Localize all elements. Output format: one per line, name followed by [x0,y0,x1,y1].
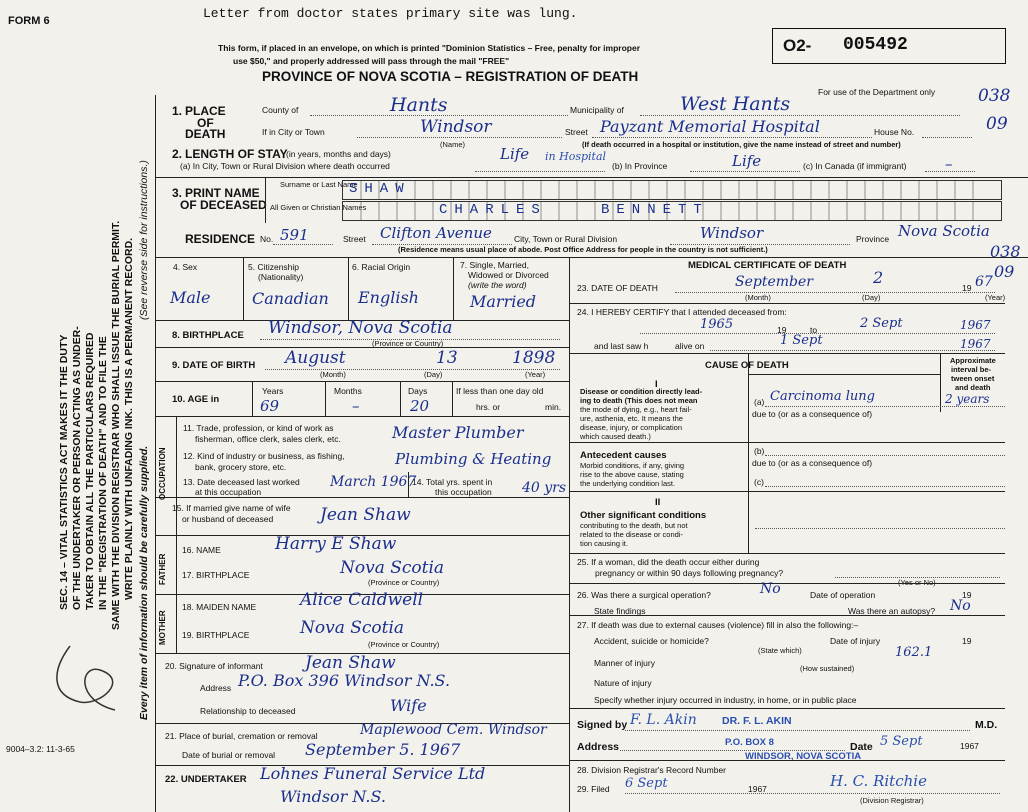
given-label: All Given or Christian Names [270,203,367,212]
stay-a-value: Life [500,145,530,163]
cause-c-lbl: (c) [754,477,764,487]
street-label: Street [565,127,588,137]
death-month: September [735,274,813,290]
stay-a-extra: in Hospital [545,150,607,163]
age-less-lbl: If less than one day old [456,386,544,396]
informant-addr-label: Address [200,683,232,693]
city-label: If in City or Town [262,127,325,137]
burial-place-label: 21. Place of burial, cremation or removal [165,731,318,741]
trade-value: Master Plumber [392,423,524,442]
vital-line-1: SEC. 14 – VITAL STATISTICS ACT MAKES IT THE DUTY [58,334,70,610]
industry-label: 12. Kind of industry or business, as fishing, [183,451,345,461]
vital-line-2: OF THE UNDERTAKER OR PERSON ACTING AS UNDER- [71,326,83,610]
marital-label-1: 7. Single, Married, [460,260,529,270]
surname-value: SHAW [349,181,411,197]
sign-date: 5 Sept [880,734,923,749]
direct-3: the mode of dying, e.g., heart fail- [580,405,692,414]
sex-value: Male [170,288,211,307]
wife-value: Jean Shaw [320,505,411,525]
deceased-label-1: PRINT NAME [185,186,260,200]
age-years: 69 [260,397,280,415]
dept-code-3: 038 [990,242,1021,261]
vital-line-4: IN THE "REGISTRATION OF DEATH" AND TO FILE THE [97,336,109,610]
dept-code-1: 038 [978,86,1011,106]
registration-number: 005492 [843,35,908,55]
attended-to-19: 1967 [960,318,991,332]
municipality-value: West Hants [680,93,791,115]
mother-bp-value: Nova Scotia [300,618,405,638]
dob-year: 1898 [512,348,556,368]
residence-no: 591 [280,226,309,244]
direct-4: ure, asthenia, etc. It means the [580,414,683,423]
q25b-label: pregnancy or within 90 days following pregnancy? [595,568,784,578]
cause-header: CAUSE OF DEATH [705,360,789,371]
residence-province-label: Province [856,234,890,244]
age-months-lbl: Months [334,386,362,396]
total-years-sub: this occupation [435,487,492,497]
q25-label: 25. If a woman, did the death occur either during [577,557,760,567]
dob-month: August [285,348,346,368]
last-saw-lbl: and last saw h [594,341,649,351]
stay-unit-note: (in years, months and days) [286,149,391,159]
sustained-note: (How sustained) [800,664,855,673]
other-4: tion causing it. [580,539,628,548]
father-name-value: Harry E Shaw [275,534,397,554]
occupation-side-label: OCCUPATION [158,447,167,500]
q26-label: 26. Was there a surgical operation? [577,590,711,600]
antecedent-4: the underlying condition last. [580,479,676,488]
mother-name-label: 18. MAIDEN NAME [182,602,257,612]
certify-label: 24. I HEREBY CERTIFY that I attended deceased from: [577,307,787,317]
stay-label: LENGTH OF STAY [185,147,288,161]
autopsy-lbl: Was there an autopsy? [848,606,936,616]
mother-bp-note: (Province or Country) [368,640,440,649]
father-bp-label: 17. BIRTHPLACE [182,570,250,580]
other-2: contributing to the death, but not [580,521,688,530]
registration-number-box [772,28,1006,64]
place-label-3: DEATH [185,127,226,141]
dob-label: 9. DATE OF BIRTH [172,360,256,371]
given-value-1: CHARLES [439,202,547,218]
given-value-2: BENNETT [601,202,709,218]
death-year-pre: 19 [962,283,972,293]
death-year-lbl: (Year) [985,293,1006,302]
vital-line-5: SAME WITH THE DIVISION REGISTRAR WHO SHALL ISSUE THE BURIAL PERMIT. [110,220,122,630]
death-month-lbl: (Month) [745,293,771,302]
yes-no-note: (Yes or No) [898,578,936,587]
age-months: – [352,397,360,415]
county-label: County of [262,105,299,115]
father-bp-note: (Province or Country) [368,578,440,587]
county-value: Hants [390,94,448,116]
municipality-label: Municipality of [570,105,624,115]
deceased-num: 3. [172,186,183,200]
form-number: FORM 6 [8,15,50,27]
medical-header: MEDICAL CERTIFICATE OF DEATH [688,260,847,271]
deceased-label-2: OF DECEASED [180,198,267,212]
residence-no-label: No. [260,234,274,244]
last-worked-sub: at this occupation [195,487,262,497]
mother-bp-label: 19. BIRTHPLACE [182,630,250,640]
trade-label: 11. Trade, profession, or kind of work as [183,423,334,433]
marital-label-2: Widowed or Divorced [468,270,549,280]
signed-value: F. L. Akin [630,712,697,728]
manner-lbl: Manner of injury [594,658,655,668]
q28-label: 28. Division Registrar's Record Number [577,765,727,775]
marital-value: Married [470,292,537,311]
citizenship-sub: (Nationality) [258,272,304,282]
address-lbl: Address [577,741,620,753]
residence-street: Clifton Avenue [380,224,492,242]
residence-label: RESIDENCE [185,232,256,246]
icd-code: 162.1 [895,645,933,660]
burial-date-value: September 5. 1967 [305,740,461,759]
envelope-note-2: use $50," and properly addressed will pass through the mail "FREE" [233,56,510,66]
burial-date-label: Date of burial or removal [182,750,276,760]
industry-value: Plumbing & Heating [395,450,552,468]
q27-label: 27. If death was due to external causes (violence) fill in also the following:– [577,620,859,630]
vital-line-3: TAKER TO OBTAIN ALL THE PARTICULARS REQUIRED [84,332,96,610]
stay-c-value: – [945,155,953,173]
typed-note: Letter from doctor states primary site was lung. [203,6,578,21]
dob-month-lbl: (Month) [320,370,346,379]
death-year: 67 [975,274,993,290]
mother-side-label: MOTHER [158,610,167,645]
place-num: 1. [172,104,183,118]
birthplace-label: 8. BIRTHPLACE [172,330,244,341]
residence-street-label: Street [343,234,366,244]
citizenship-label: 5. Citizenship [248,262,300,272]
stay-c-label: (c) In Canada (if immigrant) [803,161,907,171]
last-worked-label: 13. Date deceased last worked [183,477,300,487]
envelope-note-1: This form, if placed in an envelope, on which is printed "Dominion Statistics – Free, penalty for improper [218,43,641,53]
direct-1: Disease or condition directly lead- [580,387,703,396]
injury-19: 19 [962,636,972,646]
cause-a-interval: 2 years [945,392,990,406]
specify-lbl: Specify whether injury occurred in industry, in home, or in public place [594,695,857,705]
death-day-lbl: (Day) [862,293,881,302]
citizenship-value: Canadian [252,289,329,308]
given-boxes [342,201,1002,221]
residence-note: (Residence means usual place of abode. Post Office Address for people in the country is not sufficient.) [398,245,768,254]
findings-lbl: State findings [594,606,646,616]
age-days: 20 [410,397,430,415]
father-side-label: FATHER [158,553,167,585]
operation-date-lbl: Date of operation [810,590,876,600]
doctor-town: WINDSOR, NOVA SCOTIA [745,751,862,762]
q29-label: 29. Filed [577,784,610,794]
interval-1: Approximate [950,356,996,365]
roman-one: I [655,379,658,390]
antecedent-2: Morbid conditions, if any, giving [580,461,685,470]
house-label: House No. [874,127,915,137]
dob-year-lbl: (Year) [525,370,546,379]
racial-value: English [358,288,419,307]
surname-boxes [342,180,1002,200]
cause-b-lbl: (b) [754,446,765,456]
q26-value: No [760,581,781,597]
attended-from: 1965 [700,317,734,332]
undertaker-label: 22. UNDERTAKER [165,774,247,785]
age-years-lbl: Years [262,386,284,396]
md-label: M.D. [975,719,998,731]
roman-two: II [655,497,661,508]
sign-date-19: 1967 [960,741,979,751]
due-to-1: due to (or as a consequence of) [752,409,873,419]
death-day: 2 [873,268,884,287]
doctor-stamp: DR. F. L. AKIN [722,715,792,727]
dob-day: 13 [436,348,458,368]
other-1: Other significant conditions [580,510,707,521]
other-3: related to the disease or condi- [580,530,683,539]
attended-to: 2 Sept [860,316,903,331]
informant-addr-value: P.O. Box 396 Windsor N.S. [238,671,451,690]
age-min: min. [545,402,562,412]
dept-code-2: 09 [986,114,1008,134]
father-name-label: 16. NAME [182,545,221,555]
surname-label: Surname or Last Name [280,180,358,189]
total-years-label: 14. Total yrs. spent in [412,477,493,487]
age-label: 10. AGE in [172,394,220,405]
father-bp-value: Nova Scotia [340,558,445,578]
residence-city: Windsor [700,224,764,242]
stay-b-value: Life [732,152,762,170]
nature-lbl: Nature of injury [594,678,652,688]
filed-19: 1967 [748,784,767,794]
industry-sub: bank, grocery store, etc. [195,462,287,472]
informant-rel-label: Relationship to deceased [200,706,296,716]
interval-4: and death [955,383,991,392]
registrar-note: (Division Registrar) [860,796,924,805]
signed-lbl: Signed by [577,719,628,731]
death-date-label: 23. DATE OF DEATH [577,283,658,293]
place-label-1: PLACE [185,104,226,118]
street-value: Payzant Memorial Hospital [600,117,820,136]
age-days-lbl: Days [408,386,428,396]
doctor-box: P.O. BOX 8 [725,737,774,748]
direct-2: ing to death (This does not mean [580,396,698,405]
cause-a-lbl: (a) [754,397,765,407]
hospital-note: (If death occurred in a hospital or institution, give the name instead of street and number) [582,140,901,149]
stay-b-label: (b) In Province [612,161,668,171]
due-to-2: due to (or as a consequence of) [752,458,873,468]
trade-sub: fisherman, office clerk, sales clerk, etc. [195,434,341,444]
attended-to-lbl: to [810,325,818,335]
direct-5: disease, injury, or complication [580,423,682,432]
residence-city-label: City, Town or Rural Division [514,234,618,244]
city-value: Windsor [420,117,492,137]
cause-a-value: Carcinoma lung [770,389,875,404]
city-name-note: (Name) [440,140,466,149]
stay-a-label: (a) In City, Town or Rural Division where death occurred [180,161,390,171]
autopsy-value: No [950,598,971,614]
reverse-note: (See reverse side for instructions.) [138,160,150,320]
filed-date: 6 Sept [625,776,668,791]
dept-code-4: 09 [994,262,1015,281]
wife-label-2: or husband of deceased [182,514,274,524]
interval-2: interval be- [951,365,992,374]
date-lbl: Date [850,741,873,753]
informant-rel-value: Wife [390,696,427,715]
informant-sig-value: Jean Shaw [305,653,396,673]
accident-note: (State which) [758,646,802,655]
undertaker-value: Lohnes Funeral Service Ltd [260,764,486,783]
informant-sig-label: 20. Signature of informant [165,661,263,671]
antecedent-3: rise to the above cause, stating [580,470,684,479]
place-label-2: OF [197,116,214,130]
registrar-signature: H. C. Ritchie [830,772,927,790]
racial-label: 6. Racial Origin [352,262,411,272]
birthplace-value: Windsor, Nova Scotia [268,318,453,338]
form-title: PROVINCE OF NOVA SCOTIA – REGISTRATION OF DEATH [262,69,639,84]
accident-lbl: Accident, suicide or homicide? [594,636,709,646]
signature-scribble [40,640,140,715]
mother-name-value: Alice Caldwell [300,590,424,610]
marital-label-3: (write the word) [468,280,527,290]
operation-19: 19 [962,590,972,600]
stay-num: 2. [172,147,183,161]
last-worked-value: March 1967 [330,474,417,490]
wife-label-1: 15. If married give name of wife [172,503,291,513]
antecedent-1: Antecedent causes [580,450,667,461]
sex-label: 4. Sex [173,262,198,272]
age-hrs: hrs. or [476,402,501,412]
attended-from-19: 19 [777,325,787,335]
burial-place-value: Maplewood Cem. Windsor [360,722,547,738]
injury-date-lbl: Date of injury [830,636,881,646]
birthplace-note: (Province or Country) [372,339,444,348]
dept-use-label: For use of the Department only [818,87,936,97]
alive-on: 1 Sept [780,333,823,348]
dob-day-lbl: (Day) [424,370,443,379]
undertaker-addr: Windsor N.S. [280,787,386,806]
vital-line-6: WRITE PLAINLY WITH UNFADING INK. THIS IS A PERMANENT RECORD. [123,237,135,600]
every-item-note: Every item of information should be carefully supplied. [138,445,150,720]
residence-province: Nova Scotia [898,222,990,240]
alive-on-19: 1967 [960,337,991,351]
registration-prefix: O2- [783,36,812,55]
direct-6: which caused death.) [580,432,651,441]
total-years-value: 40 yrs [522,480,567,496]
form-code: 9004–3.2: 11-3-65 [6,744,75,754]
alive-lbl: alive on [675,341,705,351]
interval-3: tween onset [951,374,995,383]
